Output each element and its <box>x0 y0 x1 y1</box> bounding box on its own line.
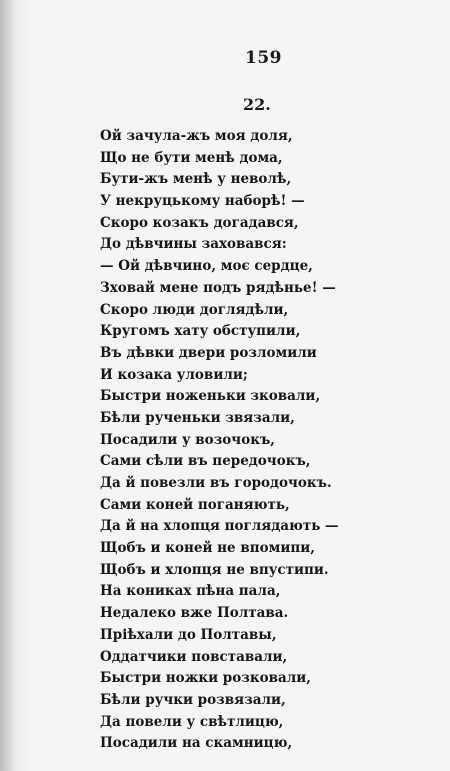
poem-line: Быстри ножки розковали, <box>100 670 311 687</box>
poem-line: Да й на хлопця поглядають — <box>100 518 339 535</box>
poem-line: Сами сѣли въ передочокъ, <box>100 453 311 470</box>
poem-line: На кониках пѣна пала, <box>100 583 281 600</box>
poem-line: Що не бути менѣ дома, <box>100 149 283 166</box>
poem-line: Да й повезли въ городочокъ. <box>100 475 332 491</box>
poem-line: Оддатчики повставали, <box>100 648 288 665</box>
poem-line: Щобъ и коней не впомипи, <box>100 540 315 557</box>
poem-line: Да повели у свѣтлицю, <box>100 713 284 730</box>
poem-line: Въ дѣвки двери розломили <box>100 344 317 361</box>
poem-line: У некруцькому наборѣ! — <box>100 193 305 210</box>
poem-line: Бѣли рученьки звязали, <box>100 409 295 426</box>
poem-line: Посадили на скамницю, <box>100 735 293 752</box>
poem-line: Скоро козакъ догадався, <box>100 214 299 231</box>
poem-line: Щобъ и хлопця не впустипи. <box>100 561 329 578</box>
poem-line: И козака уловили; <box>100 366 248 383</box>
poem-line: Посадили у возочокъ, <box>100 431 275 448</box>
poem-line: Быстри ноженьки зковали, <box>100 388 321 405</box>
poem-line: Зховай мене подъ рядѣнье! — <box>100 279 336 296</box>
poem-line: Кругомъ хату обступили, <box>100 323 301 340</box>
poem-line: Недалеко вже Полтава. <box>100 605 289 622</box>
poem-line: Прiѣхали до Полтавы, <box>100 626 277 643</box>
poem-line: Бути-жъ менѣ у неволѣ, <box>100 171 292 188</box>
poem-text <box>100 126 445 755</box>
poem-line: Бѣли ручки розвязали, <box>100 691 286 708</box>
poem-line: — Ой дѣвчино, моє сердце, <box>100 258 313 275</box>
poem-line: Скоро люди доглядѣли, <box>100 301 289 318</box>
poem-line: Сами коней поганяють, <box>100 496 290 513</box>
poem-line: До дѣвчины заховався: <box>100 236 287 253</box>
poem-number: 22. <box>243 95 271 114</box>
page-gutter <box>0 0 14 771</box>
page-number: 159 <box>245 48 282 68</box>
poem-line: Ой зачула-жъ моя доля, <box>100 128 293 144</box>
